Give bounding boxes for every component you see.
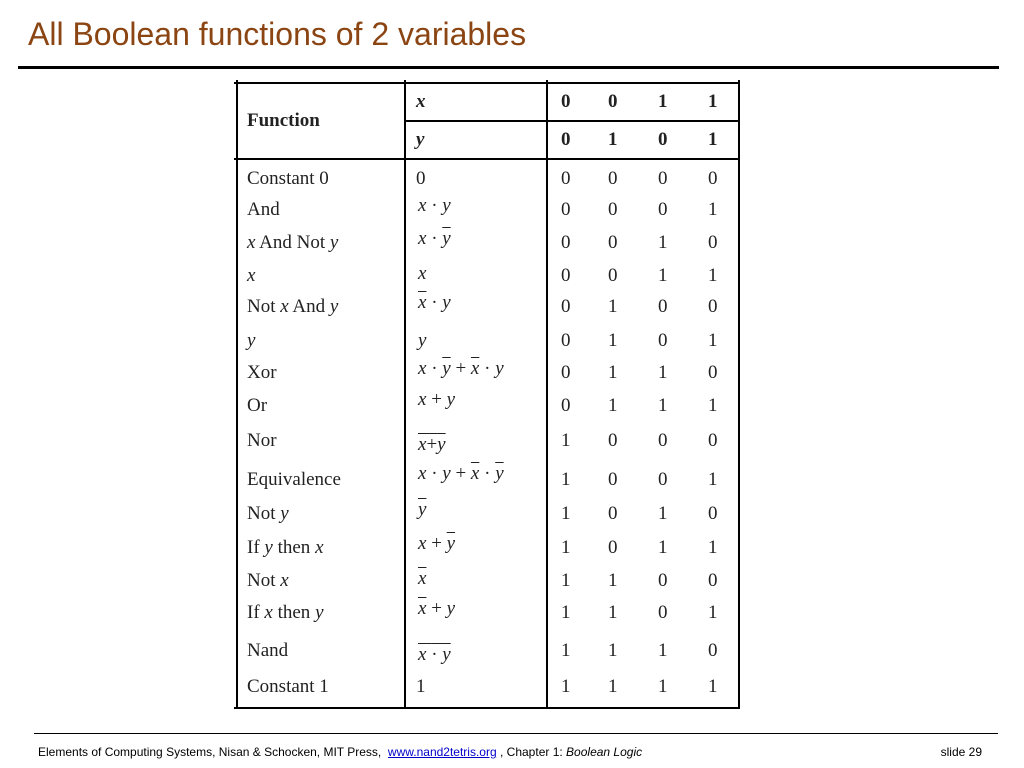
truth-value-cell: 0 [658, 296, 668, 317]
truth-value-cell: 0 [708, 296, 718, 317]
function-expression-cell: $x + \overline{y}$ [418, 533, 456, 554]
header-x-bit: 0 [561, 91, 571, 112]
truth-value-cell: 0 [561, 362, 571, 383]
footer-credit [38, 745, 642, 759]
truth-value-cell: 1 [608, 640, 618, 661]
truth-value-cell: 1 [608, 296, 618, 317]
truth-value-cell: 0 [708, 362, 718, 383]
truth-value-cell: 0 [708, 430, 718, 451]
footer-divider [34, 733, 998, 734]
truth-value-cell: 1 [561, 602, 571, 623]
truth-value-cell: 0 [561, 296, 571, 317]
function-name-cell: Or [247, 395, 268, 416]
function-expression-cell: x [418, 263, 427, 284]
function-expression-cell: $x \cdot y + \overline{x} \cdot \overline{y}$ [418, 463, 504, 484]
truth-value-cell: 0 [658, 430, 668, 451]
truth-value-cell: 1 [561, 430, 571, 451]
truth-value-cell: 1 [608, 330, 618, 351]
truth-value-cell: 0 [658, 602, 668, 623]
function-name-cell: Not x [247, 570, 289, 591]
function-expression-cell: $\overline{y}$ [418, 499, 427, 520]
truth-value-cell: 0 [561, 330, 571, 351]
function-name-cell: Not y [247, 503, 289, 524]
truth-value-cell: 1 [708, 676, 718, 697]
truth-value-cell: 1 [658, 362, 668, 383]
function-expression-cell: 1 [416, 676, 426, 697]
truth-value-cell: 0 [658, 330, 668, 351]
function-name-cell: x [247, 265, 256, 286]
truth-value-cell: 1 [708, 265, 718, 286]
table-border-left [236, 80, 238, 709]
header-y-label: y [416, 129, 425, 150]
truth-value-cell: 1 [608, 676, 618, 697]
truth-value-cell: 0 [608, 469, 618, 490]
truth-value-cell: 0 [561, 168, 571, 189]
truth-value-cell: 0 [608, 232, 618, 253]
truth-value-cell: 0 [561, 395, 571, 416]
function-name-cell: And [247, 199, 280, 220]
table-border-function-col [404, 80, 406, 709]
truth-value-cell: 1 [658, 640, 668, 661]
function-name-cell: Constant 0 [247, 168, 329, 189]
table-border-bottom [234, 707, 740, 709]
boolean-function-table [234, 80, 740, 709]
truth-value-cell: 1 [708, 602, 718, 623]
truth-value-cell: 0 [608, 503, 618, 524]
truth-value-cell: 1 [561, 640, 571, 661]
truth-value-cell: 0 [608, 168, 618, 189]
footer-chapter-prefix: , Chapter 1: [500, 745, 563, 759]
truth-value-cell: 1 [708, 330, 718, 351]
truth-value-cell: 1 [658, 265, 668, 286]
truth-value-cell: 1 [708, 199, 718, 220]
truth-value-cell: 0 [608, 537, 618, 558]
table-border-bits-col [546, 80, 548, 709]
truth-value-cell: 1 [708, 469, 718, 490]
function-name-cell: If y then x [247, 537, 324, 558]
function-name-cell: x And Not y [247, 232, 339, 253]
function-expression-cell: x · y [418, 195, 451, 216]
footer-source: Elements of Computing Systems, Nisan & Schocken, MIT Press, [38, 745, 382, 759]
truth-value-cell: 0 [658, 168, 668, 189]
header-y-bit: 0 [561, 129, 571, 150]
truth-value-cell: 1 [608, 602, 618, 623]
truth-value-cell: 1 [561, 503, 571, 524]
truth-value-cell: 1 [658, 537, 668, 558]
function-expression-cell: x · y [418, 644, 451, 665]
truth-value-cell: 0 [561, 265, 571, 286]
truth-value-cell: 1 [658, 503, 668, 524]
footer-link[interactable]: www.nand2tetris.org [387, 745, 497, 759]
truth-value-cell: 1 [561, 570, 571, 591]
header-y-bit: 0 [658, 129, 668, 150]
truth-value-cell: 1 [608, 362, 618, 383]
truth-value-cell: 1 [608, 570, 618, 591]
truth-value-cell: 0 [708, 640, 718, 661]
truth-value-cell: 0 [658, 469, 668, 490]
truth-value-cell: 1 [561, 676, 571, 697]
header-x-bit: 1 [658, 91, 668, 112]
function-name-cell: Not x And y [247, 296, 339, 317]
title-divider [18, 66, 999, 69]
truth-value-cell: 0 [608, 199, 618, 220]
function-name-cell: Constant 1 [247, 676, 329, 697]
truth-value-cell: 1 [608, 395, 618, 416]
function-name-cell: Nand [247, 640, 289, 661]
truth-value-cell: 0 [561, 232, 571, 253]
truth-value-cell: 0 [608, 265, 618, 286]
slide-number: slide 29 [940, 745, 982, 759]
function-name-cell: If x then y [247, 602, 324, 623]
function-expression-cell: $\overline{x}$ [418, 568, 427, 589]
truth-value-cell: 1 [561, 537, 571, 558]
function-expression-cell: $x \cdot \overline{y}$ [418, 228, 451, 249]
footer-chapter-name: Boolean Logic [566, 745, 643, 759]
header-y-bit: 1 [608, 129, 618, 150]
truth-value-cell: 0 [658, 570, 668, 591]
truth-value-cell: 0 [608, 430, 618, 451]
function-expression-cell: $\overline{x} \cdot y$ [418, 292, 451, 313]
truth-value-cell: 0 [708, 570, 718, 591]
function-expression-cell: x + y [418, 389, 456, 410]
truth-value-cell: 0 [708, 232, 718, 253]
truth-value-cell: 1 [658, 395, 668, 416]
function-expression-cell: y [418, 330, 427, 351]
truth-value-cell: 0 [561, 199, 571, 220]
truth-value-cell: 1 [658, 676, 668, 697]
table-border-top [234, 82, 740, 84]
function-expression-cell: 0 [416, 168, 426, 189]
slide-title: All Boolean functions of 2 variables [28, 16, 527, 52]
truth-value-cell: 1 [708, 395, 718, 416]
table-border-header-bottom [234, 158, 740, 160]
table-border-right [738, 80, 740, 709]
function-expression-cell: x+y [418, 434, 446, 455]
header-x-bit: 0 [608, 91, 618, 112]
function-name-cell: Xor [247, 362, 277, 383]
function-name-cell: Nor [247, 430, 277, 451]
truth-value-cell: 0 [708, 503, 718, 524]
truth-value-cell: 0 [658, 199, 668, 220]
header-function-label: Function [247, 110, 320, 131]
function-name-cell: Equivalence [247, 469, 341, 490]
truth-value-cell: 1 [561, 469, 571, 490]
truth-value-cell: 0 [708, 168, 718, 189]
function-expression-cell: $x \cdot \overline{y} + \overline{x} \cdot y$ [418, 358, 504, 379]
header-x-bit: 1 [708, 91, 718, 112]
function-expression-cell: $\overline{x} + y$ [418, 598, 456, 619]
table-border-header-mid [404, 120, 740, 122]
function-name-cell: y [247, 330, 256, 351]
header-x-label: x [416, 91, 426, 112]
truth-value-cell: 1 [658, 232, 668, 253]
truth-value-cell: 1 [708, 537, 718, 558]
header-y-bit: 1 [708, 129, 718, 150]
